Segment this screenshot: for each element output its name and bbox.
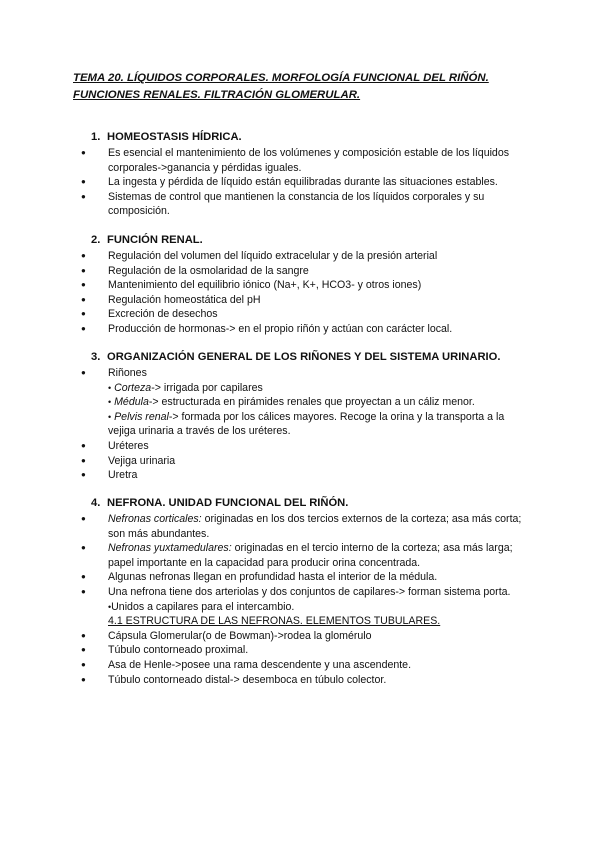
section-nefrona [81, 494, 531, 687]
list-item: ● Vejiga urinaria [81, 454, 531, 469]
list-item: ● Uretra [81, 468, 531, 483]
sub-item [81, 395, 531, 410]
list-item: ● Uréteres [81, 439, 531, 454]
list-item: ● Regulación del volumen del líquido extracelular y de la presión arterial [81, 249, 531, 264]
list-item: ● Una nefrona tiene dos arteriolas y dos conjuntos de capilares-> forman sistema porta. [81, 585, 531, 600]
term: Nefronas yuxtamedulares: [108, 542, 232, 555]
sub-bullet: • [108, 397, 112, 408]
list-item: ● Regulación homeostática del pH [81, 293, 531, 308]
section-homeostasis [81, 128, 531, 219]
section-organizacion [81, 348, 531, 483]
section-heading [81, 128, 531, 146]
list-item: ● Es esencial el mantenimiento de los volúmenes y composición estable de los líquidos corporales->ganancia y pérdidas iguales. [81, 146, 531, 175]
list-item: ● Asa de Henle->posee una rama descendente y una ascendente. [81, 658, 531, 673]
bullet-list [81, 249, 531, 337]
list-item: ● Regulación de la osmolaridad de la sangre [81, 264, 531, 279]
sub-item [81, 381, 531, 396]
term-description: -> formada por los cálices mayores. Recoge la orina y la transporta a la vejiga urinaria a través de los uréteres. [108, 410, 505, 438]
sub-item [81, 600, 531, 615]
section-heading [81, 494, 531, 512]
list-item: ● Túbulo contorneado proximal. [81, 643, 531, 658]
list-item: ● La ingesta y pérdida de líquido están equilibradas durante las situaciones estables. [81, 175, 531, 190]
list-item [81, 541, 531, 570]
list-item: ● Excreción de desechos [81, 307, 531, 322]
subsection-heading: 4.1 ESTRUCTURA DE LAS NEFRONAS. ELEMENTOS TUBULARES. [108, 615, 441, 628]
term: Corteza [114, 381, 152, 394]
bullet-list [81, 366, 531, 381]
sub-item-text: Unidos a capilares para el intercambio. [111, 600, 295, 613]
sub-bullet: • [108, 601, 112, 612]
section-number: 4. [91, 497, 101, 509]
list-item: ● Riñones [81, 366, 531, 381]
bullet-list [81, 512, 531, 600]
section-title: FUNCIÓN RENAL. [107, 234, 203, 246]
section-heading [81, 231, 531, 249]
bullet-list [81, 146, 531, 219]
section-number: 3. [91, 351, 101, 363]
section-number: 2. [91, 234, 101, 246]
term-description: -> irrigada por capilares [151, 381, 263, 394]
term: Nefronas corticales: [108, 513, 202, 525]
section-number: 1. [91, 131, 101, 143]
sub-bullet: • [108, 382, 112, 393]
term-description: -> estructurada en pirámides renales que proyectan a un cáliz menor. [148, 396, 475, 409]
sub-bullet: • [108, 411, 112, 422]
term-description: originadas en los dos tercios externos de la corteza; asa más corta; son más abundantes. [108, 513, 522, 540]
list-item: ● Sistemas de control que mantienen la constancia de los líquidos corporales y su composición. [81, 190, 531, 219]
document-title: TEMA 20. LÍQUIDOS CORPORALES. MORFOLOGÍA FUNCIONAL DEL RIÑÓN. FUNCIONES RENALES. FILTRACIÓN GLOMERULAR. [73, 72, 489, 101]
list-item: ● Túbulo contorneado distal-> desemboca en túbulo colector. [81, 673, 531, 688]
bullet-list [81, 629, 531, 687]
list-item: ● Algunas nefronas llegan en profundidad hasta el interior de la médula. [81, 570, 531, 585]
list-item: ● Producción de hormonas-> en el propio riñón y actúan con carácter local. [81, 322, 531, 337]
bullet-list [81, 439, 531, 483]
section-funcion-renal [81, 231, 531, 337]
section-title: ORGANIZACIÓN GENERAL DE LOS RIÑONES Y DEL SISTEMA URINARIO. [107, 351, 501, 363]
section-heading [81, 348, 531, 366]
list-item: ● Mantenimiento del equilibrio iónico (Na+, K+, HCO3- y otros iones) [81, 278, 531, 293]
list-item [81, 512, 531, 541]
term-description: originadas en el tercio interno de la corteza; asa más larga; papel importante en la capacidad para producir orina concentrada. [108, 542, 513, 569]
section-title: HOMEOSTASIS HÍDRICA. [107, 131, 242, 143]
list-item: ● Cápsula Glomerular(o de Bowman)->rodea la glomérulo [81, 629, 531, 644]
term: Médula [114, 396, 149, 409]
sub-item [81, 410, 531, 439]
section-title: NEFRONA. UNIDAD FUNCIONAL DEL RIÑÓN. [107, 497, 349, 509]
term: Pelvis renal [114, 410, 169, 423]
